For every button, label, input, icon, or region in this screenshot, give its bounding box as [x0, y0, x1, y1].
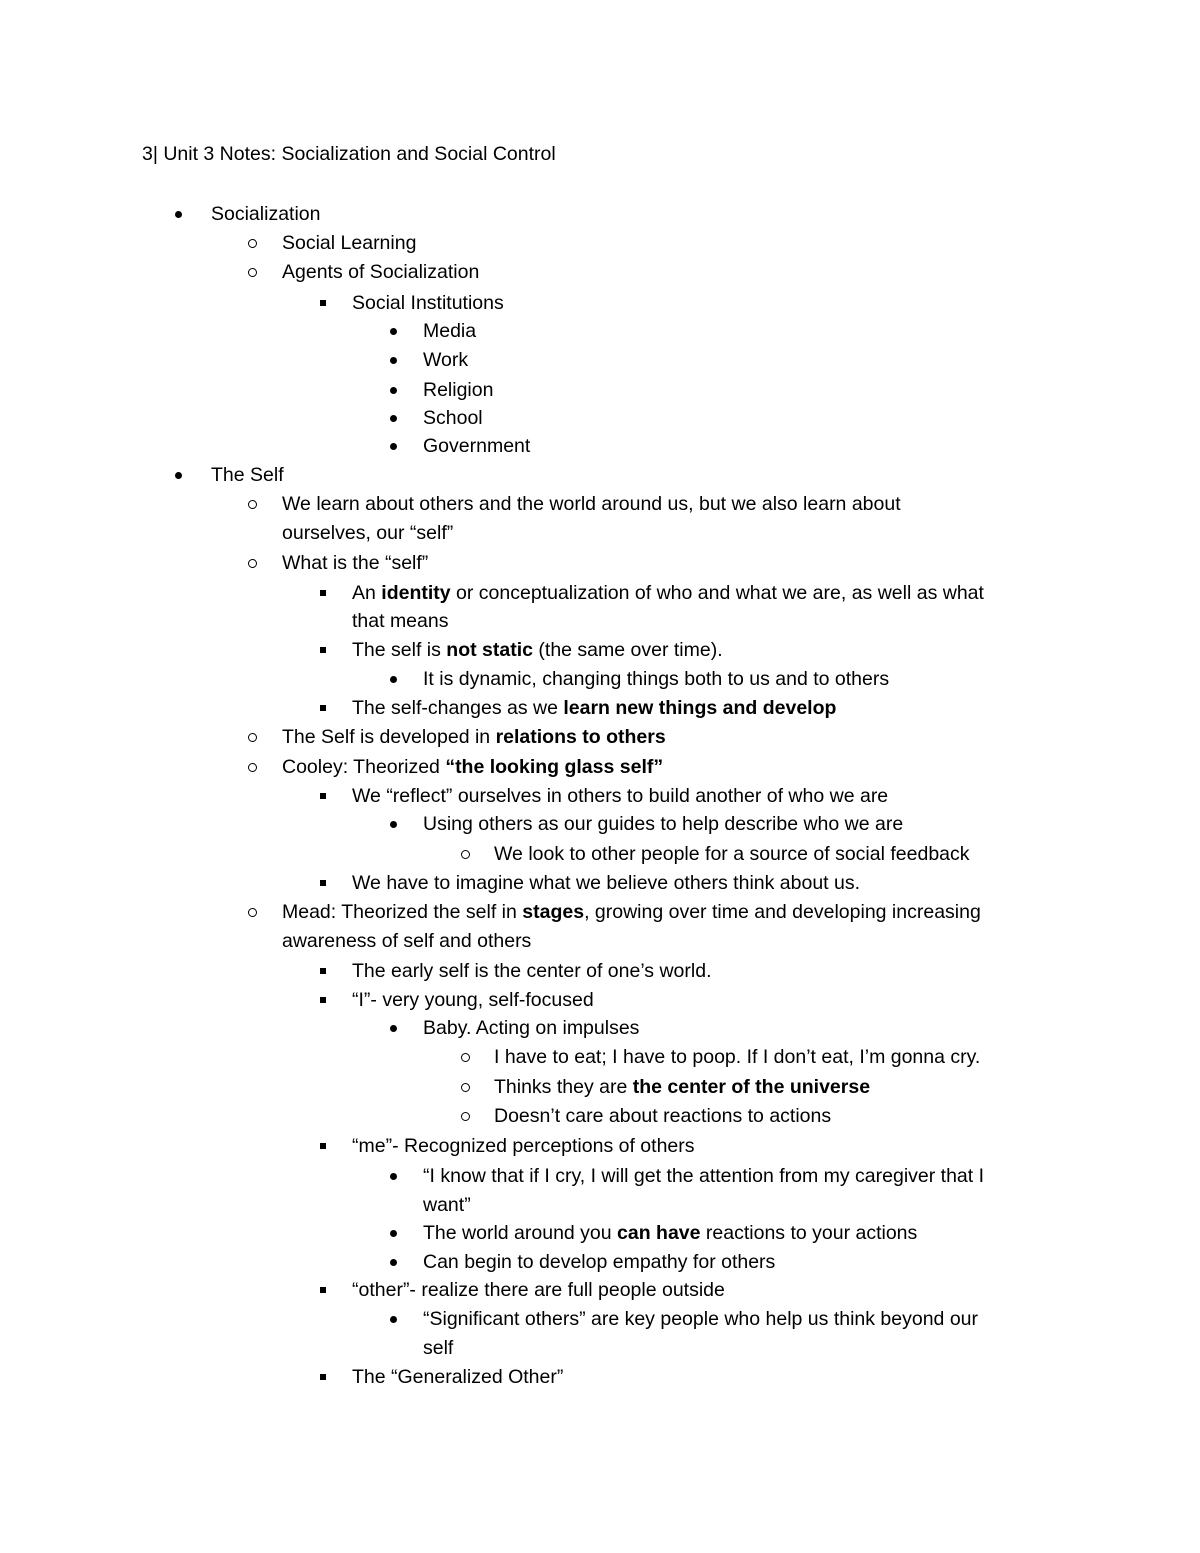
- text-run: Doesn’t care about reactions to actions: [494, 1105, 832, 1127]
- page-title: 3| Unit 3 Notes: Socialization and Social Control: [142, 143, 556, 165]
- text-run: It is dynamic, changing things both to us and to others: [423, 668, 890, 690]
- text-run: Socialization: [211, 203, 321, 225]
- bold-text: identity: [381, 582, 451, 604]
- outline-line-text: [282, 490, 901, 518]
- text-run: Social Institutions: [352, 292, 504, 314]
- outline-line-text: [282, 229, 416, 257]
- text-run: The Self is developed in: [282, 726, 496, 748]
- outline-line-text: [423, 1162, 984, 1190]
- outline-line-text: [423, 317, 476, 345]
- outline-line-text: [423, 376, 493, 404]
- outline-line-text: [423, 1219, 917, 1247]
- outline-line-text: [423, 346, 468, 374]
- outline-line-text: [423, 1334, 453, 1362]
- outline-line-text: [423, 1305, 978, 1333]
- outline-line-text: [494, 1102, 831, 1130]
- text-run: Social Learning: [282, 232, 417, 254]
- text-run: Agents of Socialization: [282, 261, 480, 283]
- text-run: I have to eat; I have to poop. If I don’t eat, I’m gonna cry.: [494, 1046, 981, 1068]
- outline-line-text: [282, 753, 663, 781]
- outline-line-text: [352, 957, 711, 985]
- outline-line-text: [423, 1248, 775, 1276]
- text-run: Work: [423, 349, 469, 371]
- outline-line-text: [352, 1276, 725, 1304]
- outline-line-text: [211, 461, 284, 489]
- outline-line-text: [352, 579, 984, 607]
- text-run: want”: [423, 1194, 471, 1216]
- text-run: We have to imagine what we believe others think about us.: [352, 872, 861, 894]
- outline-line-text: [282, 519, 453, 547]
- text-run: “I know that if I cry, I will get the attention from my caregiver that I: [423, 1165, 985, 1187]
- text-run: , growing over time and developing increasing: [584, 901, 981, 923]
- text-run: (the same over time).: [532, 639, 723, 661]
- text-run: Thinks they are: [494, 1076, 633, 1098]
- text-run: School: [423, 407, 483, 429]
- text-run: awareness of self and others: [282, 930, 532, 952]
- outline-line-text: [352, 869, 860, 897]
- outline-line-text: [423, 665, 889, 693]
- text-run: Can begin to develop empathy for others: [423, 1251, 776, 1273]
- text-run: ourselves, our “self”: [282, 522, 454, 544]
- text-run: self: [423, 1337, 454, 1359]
- outline-line-text: [494, 840, 970, 868]
- outline-line-text: [282, 927, 531, 955]
- outline-line-text: [282, 898, 981, 926]
- text-run: The early self is the center of one’s world.: [352, 960, 712, 982]
- outline-line-text: [494, 1073, 870, 1101]
- text-run: “me”- Recognized perceptions of others: [352, 1135, 695, 1157]
- text-run: that means: [352, 610, 449, 632]
- outline-line-text: [352, 636, 723, 664]
- outline-line-text: [423, 432, 530, 460]
- outline-line-text: [423, 404, 483, 432]
- text-run: The self is: [352, 639, 447, 661]
- text-run: An: [352, 582, 382, 604]
- outline-line-text: [494, 1043, 980, 1071]
- outline-line-text: [423, 810, 903, 838]
- text-run: The world around you: [423, 1222, 618, 1244]
- text-run: We look to other people for a source of social feedback: [494, 843, 970, 865]
- text-run: Government: [423, 435, 531, 457]
- text-run: Using others as our guides to help describe who we are: [423, 813, 904, 835]
- outline-line-text: [352, 694, 836, 722]
- bold-text: learn new things and develop: [563, 697, 837, 719]
- outline-line-text: [282, 258, 479, 286]
- text-run: Baby. Acting on impulses: [423, 1017, 640, 1039]
- text-run: The self-changes as we: [352, 697, 564, 719]
- text-run: reactions to your actions: [700, 1222, 918, 1244]
- text-run: The “Generalized Other”: [352, 1366, 564, 1388]
- text-run: We “reflect” ourselves in others to build another of who we are: [352, 785, 889, 807]
- text-run: or conceptualization of who and what we are, as well as what: [450, 582, 984, 604]
- text-run: Media: [423, 320, 477, 342]
- outline-line-text: [423, 1191, 471, 1219]
- bold-text: can have: [617, 1222, 701, 1244]
- outline-line-text: [352, 986, 594, 1014]
- outline-line-text: [352, 782, 888, 810]
- text-run: We learn about others and the world around us, but we also learn about: [282, 493, 901, 515]
- bold-text: relations to others: [495, 726, 666, 748]
- outline-line-text: [352, 1363, 563, 1391]
- text-run: “other”- realize there are full people outside: [352, 1279, 725, 1301]
- bold-text: stages: [522, 901, 585, 923]
- outline-line-text: [352, 289, 504, 317]
- outline-line-text: [282, 723, 666, 751]
- bold-text: not static: [446, 639, 533, 661]
- text-run: Mead: Theorized the self in: [282, 901, 523, 923]
- outline-line-text: [352, 607, 448, 635]
- text-run: The Self: [211, 464, 284, 486]
- text-run: Religion: [423, 379, 494, 401]
- text-run: “Significant others” are key people who help us think beyond our: [423, 1308, 978, 1330]
- outline-line-text: [282, 549, 428, 577]
- text-run: Cooley: Theorized: [282, 756, 446, 778]
- text-run: What is the “self”: [282, 552, 429, 574]
- bold-text: the center of the universe: [632, 1076, 871, 1098]
- outline-line-text: [423, 1014, 639, 1042]
- text-run: “I”- very young, self-focused: [352, 989, 594, 1011]
- bold-text: “the looking glass self”: [445, 756, 664, 778]
- outline-line-text: [352, 1132, 695, 1160]
- outline-line-text: [211, 200, 320, 228]
